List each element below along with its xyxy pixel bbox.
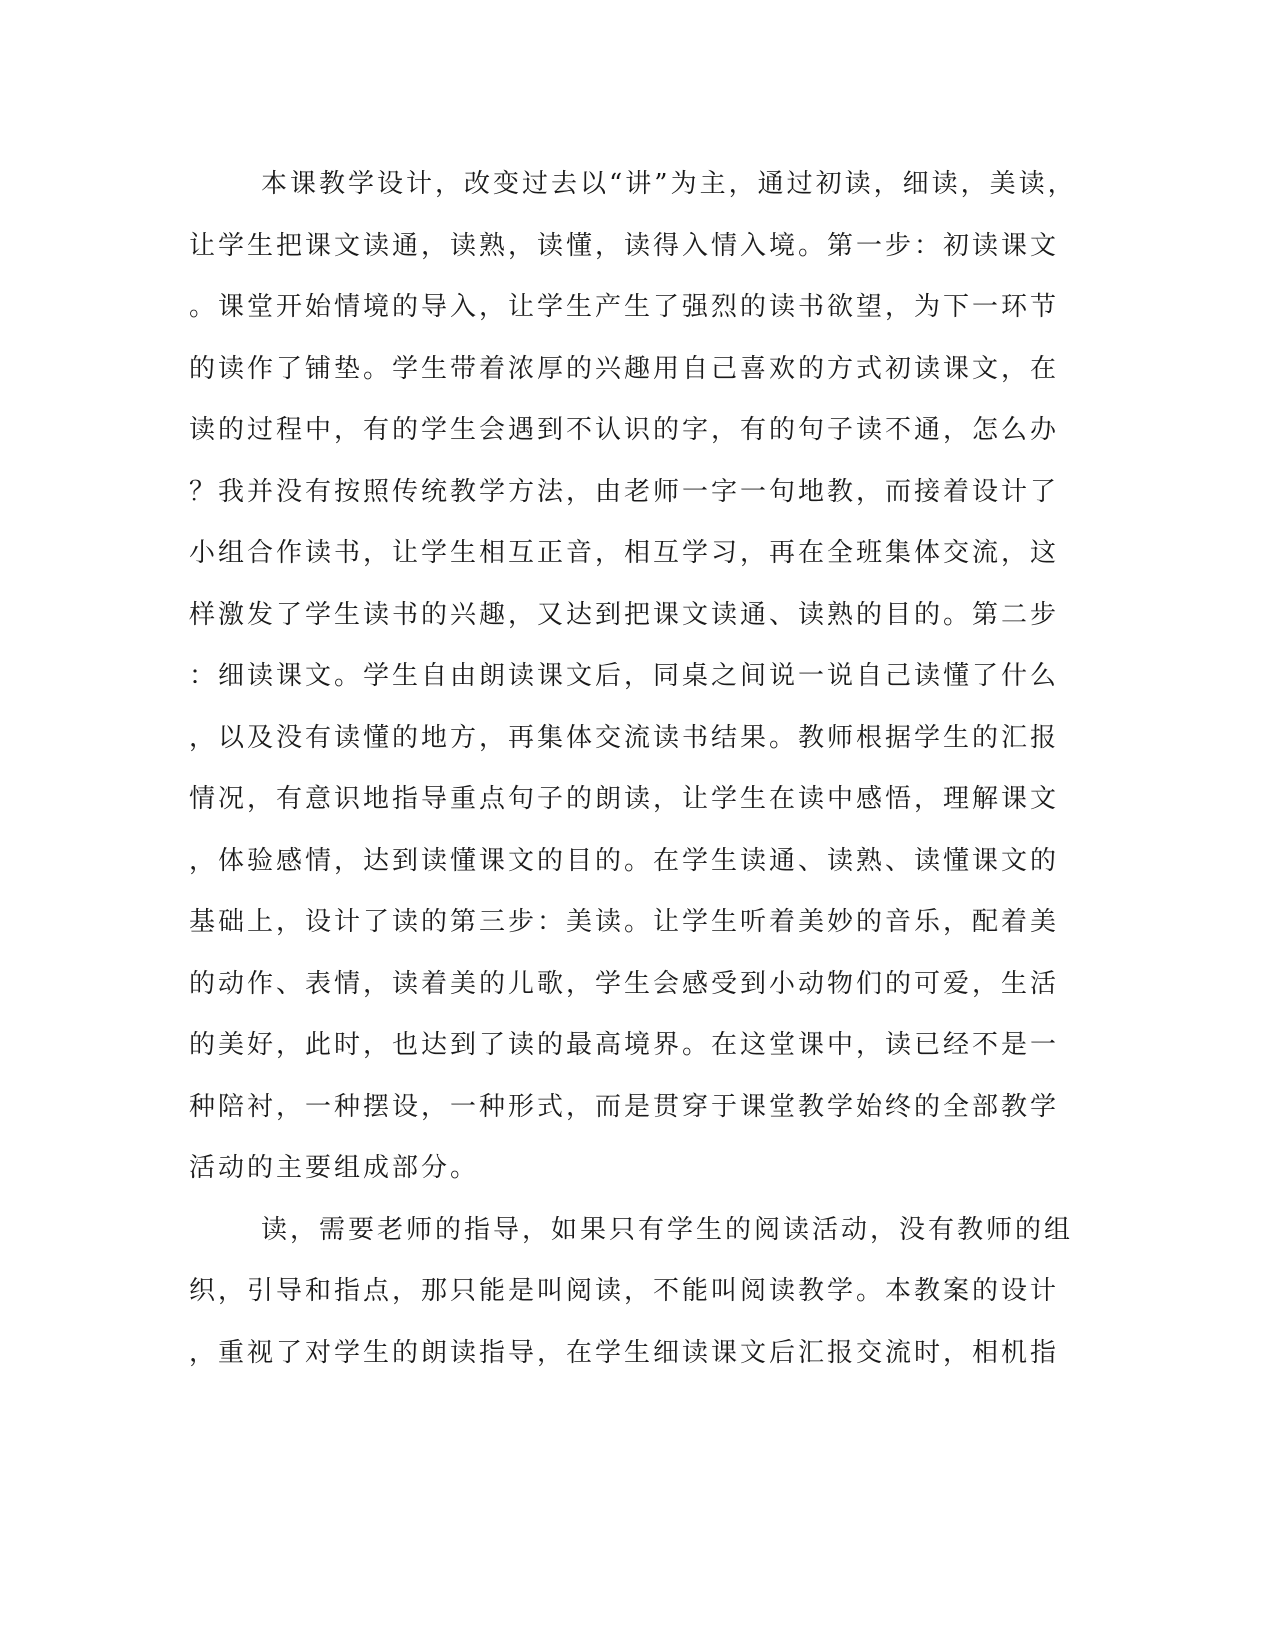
paragraph-1 [189, 164, 1077, 1210]
text-line: 让学生把课文读通，读熟，读懂，读得入情入境。第一步：初读课文 [189, 230, 1060, 261]
text-line: ，以及没有读懂的地方，再集体交流读书结果。教师根据学生的汇报 [189, 722, 1060, 753]
text-line: 活动的主要组成部分。 [189, 1153, 480, 1183]
text-line: ，体验感情，达到读懂课文的目的。在学生读通、读熟、读懂课文的 [189, 845, 1060, 876]
text-line: 织，引导和指点，那只能是叫阅读，不能叫阅读教学。本教案的设计 [189, 1276, 1060, 1306]
text-line: 基础上，设计了读的第三步：美读。让学生听着美妙的音乐，配着美 [189, 907, 1060, 937]
text-line: 本课教学设计，改变过去以“讲”为主，通过初读，细读，美读， [261, 169, 1077, 199]
text-line: 的动作、表情，读着美的儿歌，学生会感受到小动物们的可爱，生活 [189, 968, 1060, 999]
paragraph-2 [189, 1210, 1074, 1395]
text-line: 读的过程中，有的学生会遇到不认识的字，有的句子读不通，怎么办 [189, 415, 1060, 445]
text-line: 。课堂开始情境的导入，让学生产生了强烈的读书欲望，为下一环节 [189, 292, 1060, 322]
text-line: ：细读课文。学生自由朗读课文后，同桌之间说一说自己读懂了什么 [189, 661, 1060, 691]
text-line: ？我并没有按照传统教学方法，由老师一字一句地教，而接着设计了 [189, 476, 1060, 507]
text-line: 的美好，此时，也达到了读的最高境界。在这堂课中，读已经不是一 [189, 1030, 1060, 1060]
text-line: ，重视了对学生的朗读指导，在学生细读课文后汇报交流时，相机指 [189, 1337, 1060, 1368]
text-line: 样激发了学生读书的兴趣，又达到把课文读通、读熟的目的。第二步 [189, 599, 1060, 630]
text-line: 的读作了铺垫。学生带着浓厚的兴趣用自己喜欢的方式初读课文，在 [189, 353, 1060, 384]
text-line: 种陪衬，一种摆设，一种形式，而是贯穿于课堂教学始终的全部教学 [189, 1091, 1060, 1122]
text-line: 情况，有意识地指导重点句子的朗读，让学生在读中感悟，理解课文 [189, 784, 1060, 814]
body-text [189, 164, 1077, 1394]
text-line: 小组合作读书，让学生相互正音，相互学习，再在全班集体交流，这 [189, 538, 1060, 568]
text-line: 读，需要老师的指导，如果只有学生的阅读活动，没有教师的组 [261, 1214, 1074, 1245]
